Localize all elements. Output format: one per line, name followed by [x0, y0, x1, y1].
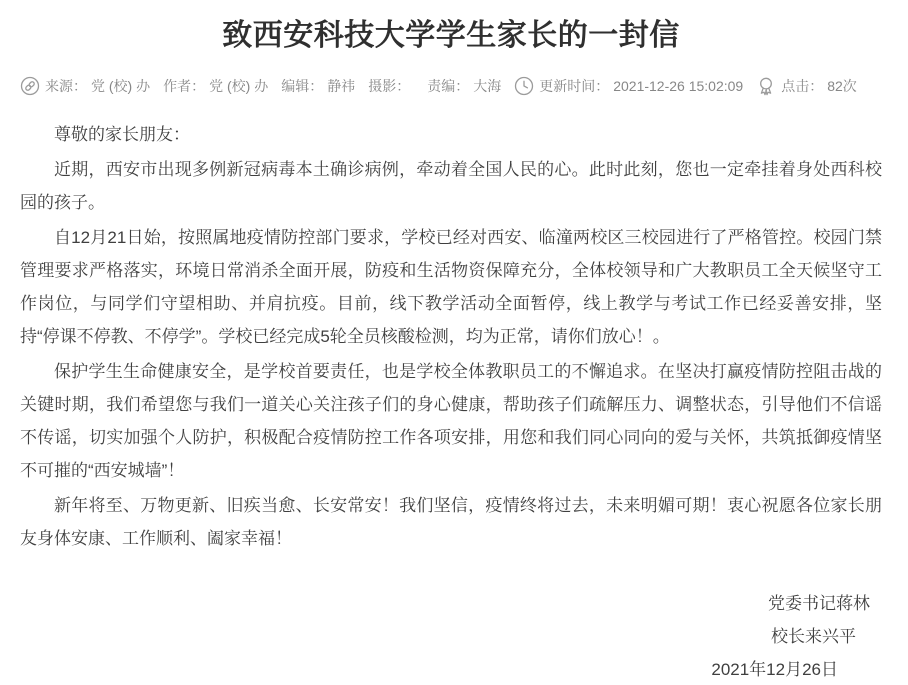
link-icon: [20, 76, 40, 96]
signature-secretary: 党委书记蒋林: [768, 594, 870, 613]
meta-updated-time: 更新时间： 2021-12-26 15:02:09: [539, 78, 744, 94]
meta-editor: 编辑： 静祎: [281, 78, 356, 94]
signature-president: 校长来兴平: [771, 627, 856, 646]
paragraph-4: 新年将至、万物更新、旧疾当愈、长安常安！我们坚信，疫情终将过去，未来明媚可期！衷心祝愿各位家长朋友身体安康、工作顺利、阖家幸福！: [20, 496, 882, 548]
paragraph-2: 自12月21日始，按照属地疫情防控部门要求，学校已经对西安、临潼两校区三校园进行了严格管控。校园门禁管理要求严格落实，环境日常消杀全面开展，防疫和生活物资保障充分，全体校领导和广大教职员工全天候坚守工作岗位，与同学们守望相助、并肩抗疫。目前，线下教学活动全面暂停，线上教学与考试工作已经妥善安排，坚持“停课不停教、不停学”。学校已经完成5轮全员核酸检测，均为正常，请你们放心！。: [20, 228, 882, 346]
meta-clicks: 点击： 82次: [781, 78, 857, 94]
meta-photographer: 摄影：: [368, 78, 411, 94]
salutation: 尊敬的家长朋友：: [54, 125, 190, 144]
signature-block: [20, 587, 882, 685]
paragraph-3: 保护学生生命健康安全，是学校首要责任，也是学校全体教职员工的不懈追求。在坚决打赢疫情防控阻击战的关键时期，我们希望您与我们一道关心关注孩子们的身心健康，帮助孩子们疏解压力、调整状态，引导他们不信谣不传谣，切实加强个人防护，积极配合疫情防控工作各项安排，用您和我们同心同向的爱与关怀，共筑抵御疫情坚不可摧的“西安城墙”！: [20, 362, 882, 480]
medal-icon: [756, 76, 776, 96]
signature-date: 2021年12月26日: [711, 660, 838, 679]
meta-author: 作者： 党 (校) 办: [163, 78, 269, 94]
meta-source: 来源： 党 (校) 办: [45, 78, 151, 94]
page-title: 致西安科技大学学生家长的一封信: [222, 19, 680, 52]
article-body: [20, 118, 882, 555]
clock-icon: [514, 76, 534, 96]
meta-bar: [20, 76, 882, 96]
meta-duty-editor: 责编： 大海: [427, 78, 502, 94]
paragraph-1: 近期，西安市出现多例新冠病毒本土确诊病例，牵动着全国人民的心。此时此刻，您也一定牵挂着身处西科校园的孩子。: [20, 160, 882, 212]
